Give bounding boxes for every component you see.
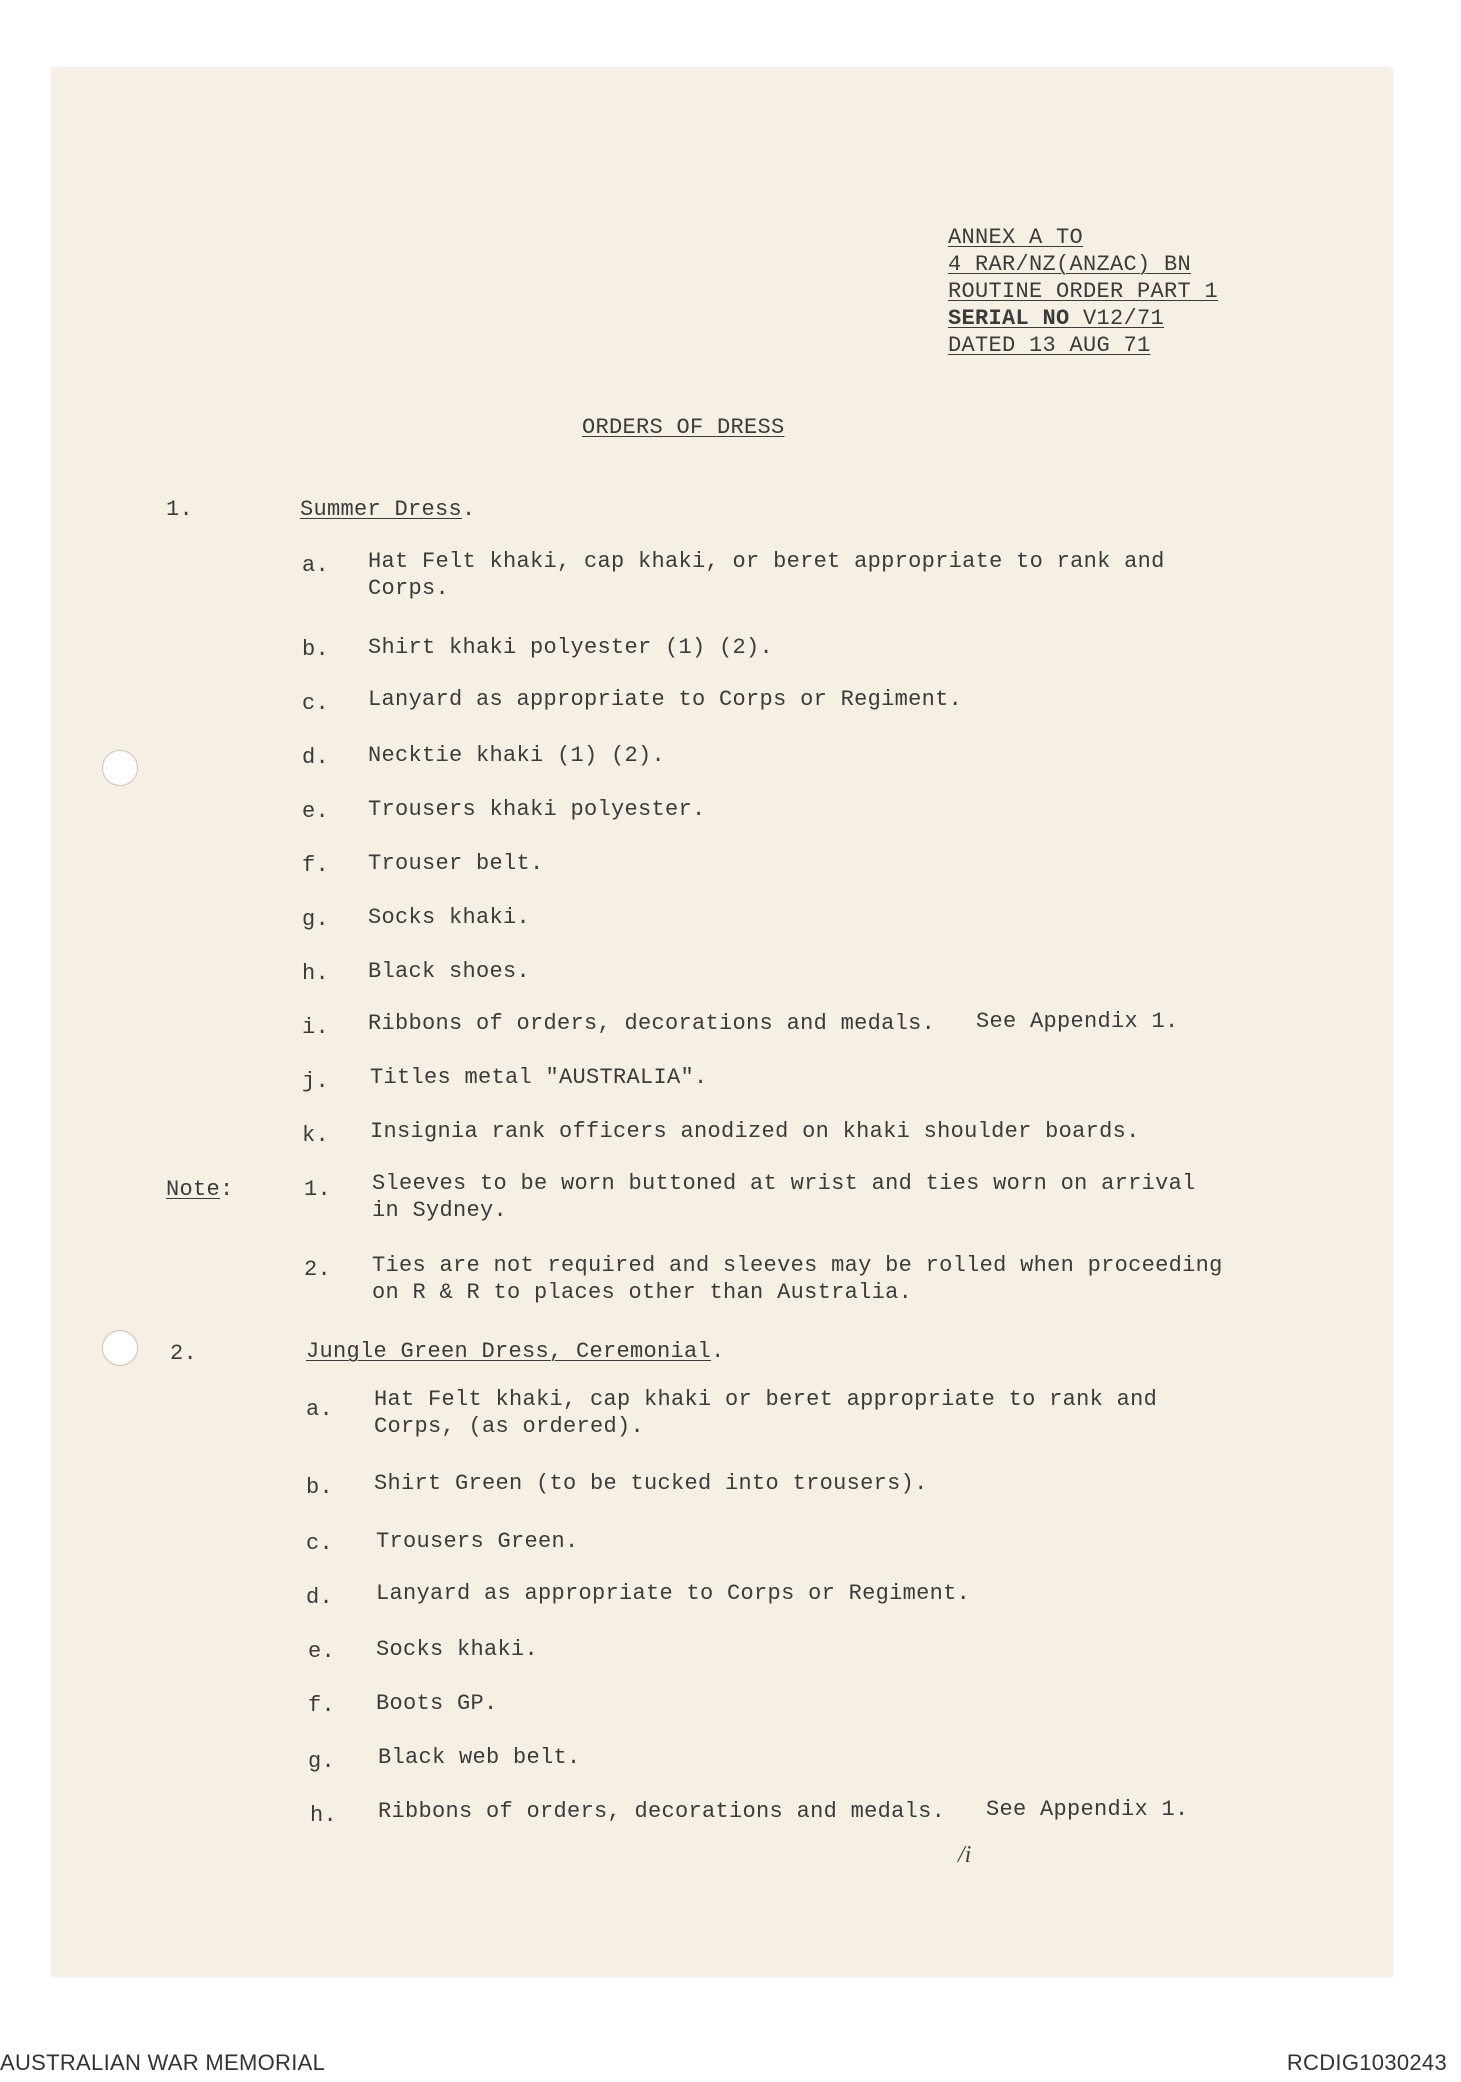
s1-item-letter: b. — [302, 637, 330, 662]
annex-line-1: ANNEX A TO — [948, 225, 1084, 250]
section-2-heading — [306, 1338, 725, 1365]
s2-item-text: Trousers Green. — [376, 1529, 579, 1554]
appendix-reference: See Appendix 1. — [976, 1009, 1179, 1034]
s2-item-letter: a. — [306, 1397, 334, 1422]
s1-item-text: Socks khaki. — [368, 905, 531, 930]
annex-reference — [948, 224, 1218, 359]
s1-item-text: Black shoes. — [368, 959, 531, 984]
note-label-colon: : — [220, 1177, 234, 1202]
s1-item-letter: h. — [302, 961, 330, 986]
annex-line-4 — [948, 305, 1218, 332]
note-label-text: Note — [166, 1177, 221, 1202]
note-text: Ties are not required and sleeves may be rolled when proceeding on R & R to places other than Australia. — [372, 1253, 1223, 1305]
s2-item-text: Hat Felt khaki, cap khaki or beret appropriate to rank and Corps, (as ordered). — [374, 1387, 1158, 1439]
continuation-mark: /i — [958, 1842, 972, 1868]
s1-item-text: Necktie khaki (1) (2). — [368, 743, 666, 768]
document-title: ORDERS OF DRESS — [582, 415, 785, 440]
serial-label: SERIAL NO — [948, 306, 1070, 331]
note-number: 1. — [304, 1177, 332, 1202]
s1-item-text: Trouser belt. — [368, 851, 544, 876]
s1-item-letter: e. — [302, 799, 330, 824]
s2-item-letter: g. — [308, 1749, 336, 1774]
s2-item-text: Boots GP. — [376, 1691, 498, 1716]
section-2-heading-text: Jungle Green Dress, Ceremonial — [306, 1339, 712, 1364]
appendix-reference: See Appendix 1. — [986, 1797, 1189, 1822]
s2-item-letter: c. — [306, 1531, 334, 1556]
s1-item-text: Titles metal "AUSTRALIA". — [370, 1065, 708, 1090]
section-2-number: 2. — [170, 1341, 198, 1366]
section-1-heading-period: . — [462, 497, 476, 522]
s1-item-text: Ribbons of orders, decorations and medals. — [368, 1011, 936, 1036]
annex-line-3: ROUTINE ORDER PART 1 — [948, 279, 1219, 304]
footer-institution: AUSTRALIAN WAR MEMORIAL — [0, 2050, 326, 2075]
note-text: Sleeves to be worn buttoned at wrist and ties worn on arrival in Sydney. — [372, 1171, 1196, 1223]
s1-item-letter: k. — [302, 1123, 330, 1148]
s1-item-letter: d. — [302, 745, 330, 770]
section-1-number: 1. — [166, 497, 194, 522]
s1-item-text: Hat Felt khaki, cap khaki, or beret appropriate to rank and Corps. — [368, 549, 1165, 601]
s2-item-text: Lanyard as appropriate to Corps or Regiment. — [376, 1581, 971, 1606]
s2-item-letter: h. — [310, 1803, 338, 1828]
annex-line-5: DATED 13 AUG 71 — [948, 333, 1151, 358]
annex-line-2: 4 RAR/NZ(ANZAC) BN — [948, 252, 1192, 277]
serial-value: V12/71 — [1069, 306, 1165, 331]
s2-item-text: Shirt Green (to be tucked into trousers). — [374, 1471, 928, 1496]
punch-hole-bottom — [102, 1330, 138, 1366]
s2-item-text: Ribbons of orders, decorations and medals. — [378, 1799, 946, 1824]
s1-item-text: Shirt khaki polyester (1) (2). — [368, 635, 774, 660]
s2-item-letter: b. — [306, 1475, 334, 1500]
s2-item-letter: f. — [308, 1693, 336, 1718]
s1-item-letter: f. — [302, 853, 330, 878]
s1-item-letter: c. — [302, 691, 330, 716]
section-1-heading-text: Summer Dress — [300, 497, 463, 522]
s1-item-letter: a. — [302, 553, 330, 578]
s1-item-letter: i. — [302, 1015, 330, 1040]
s2-item-letter: e. — [308, 1639, 336, 1664]
s2-item-letter: d. — [306, 1585, 334, 1610]
s1-item-letter: g. — [302, 907, 330, 932]
s2-item-text: Socks khaki. — [376, 1637, 539, 1662]
s1-item-text: Trousers khaki polyester. — [368, 797, 706, 822]
note-number: 2. — [304, 1257, 332, 1282]
s1-item-text: Insignia rank officers anodized on khaki shoulder boards. — [370, 1119, 1140, 1144]
section-2-heading-period: . — [711, 1339, 725, 1364]
section-1-heading — [300, 496, 476, 523]
s1-item-letter: j. — [302, 1069, 330, 1094]
footer-record-id: RCDIG1030243 — [1286, 2050, 1447, 2075]
s1-item-text: Lanyard as appropriate to Corps or Regiment. — [368, 687, 963, 712]
punch-hole-top — [102, 750, 138, 786]
note-label — [166, 1176, 234, 1203]
s2-item-text: Black web belt. — [378, 1745, 581, 1770]
